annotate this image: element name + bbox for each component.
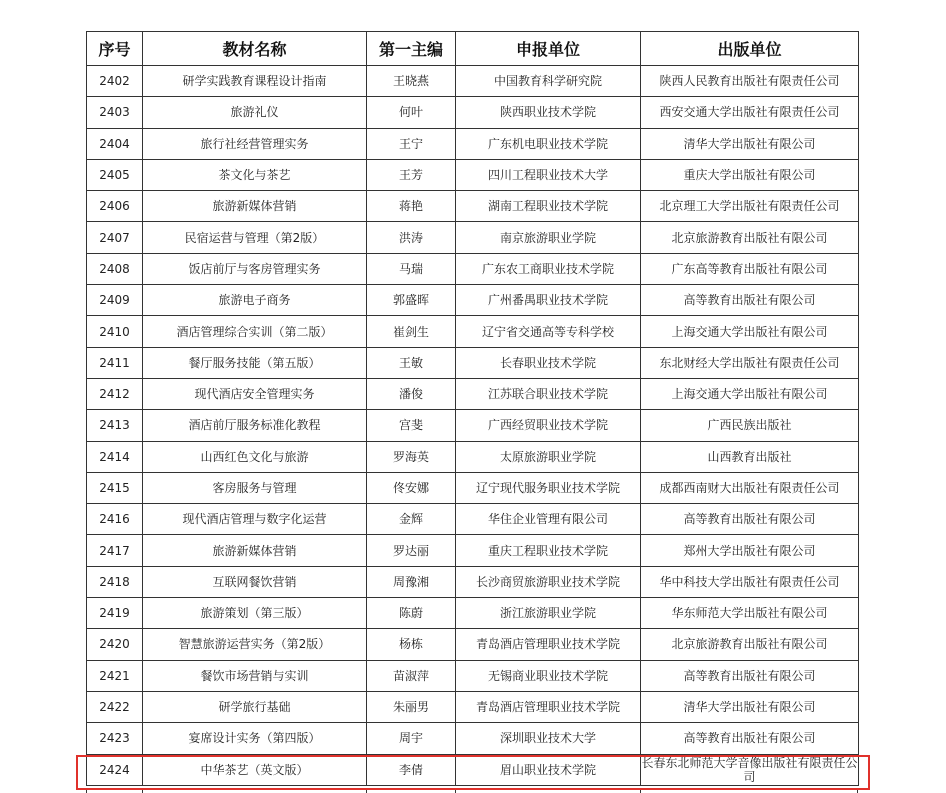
cell-serial: 2413 — [87, 410, 143, 441]
cell-applicant-unit: 辽宁省交通高等专科学校 — [456, 316, 641, 347]
table-row — [87, 66, 859, 97]
cell-publisher: 高等教育出版社有限公司 — [641, 504, 859, 535]
cell-textbook-name: 旅游策划（第三版） — [143, 598, 367, 629]
header-textbook-name: 教材名称 — [143, 32, 367, 66]
table-row — [87, 316, 859, 347]
cell-applicant-unit: 太原旅游职业学院 — [456, 441, 641, 472]
cell-textbook-name: 研学实践教育课程设计指南 — [143, 66, 367, 97]
table-row — [87, 253, 859, 284]
cell-chief-editor: 苗淑萍 — [367, 660, 456, 691]
cell-serial: 2410 — [87, 316, 143, 347]
header-publisher: 出版单位 — [641, 32, 859, 66]
cell-textbook-name: 旅行社经营管理实务 — [143, 128, 367, 159]
cell-chief-editor: 王晓燕 — [367, 66, 456, 97]
cell-chief-editor: 陈蔚 — [367, 598, 456, 629]
table-row — [87, 191, 859, 222]
cell-textbook-name: 旅游新媒体营销 — [143, 535, 367, 566]
cell-serial: 2408 — [87, 253, 143, 284]
cell-textbook-name: 旅游新媒体营销 — [143, 191, 367, 222]
table-row — [87, 504, 859, 535]
cell-textbook-name: 客房服务与管理 — [143, 472, 367, 503]
cell-textbook-name: 餐饮市场营销与实训 — [143, 660, 367, 691]
cell-publisher: 山西教育出版社 — [641, 441, 859, 472]
cell-chief-editor: 佟安娜 — [367, 472, 456, 503]
cell-publisher: 广西民族出版社 — [641, 410, 859, 441]
cell-applicant-unit: 深圳职业技术大学 — [456, 723, 641, 754]
next-row-partial — [86, 789, 858, 793]
table-header-row — [87, 32, 859, 66]
cell-chief-editor: 潘俊 — [367, 378, 456, 409]
cell-serial: 2409 — [87, 285, 143, 316]
cell-textbook-name: 酒店前厅服务标准化教程 — [143, 410, 367, 441]
cell-chief-editor: 杨栋 — [367, 629, 456, 660]
table-row — [87, 535, 859, 566]
cell-chief-editor: 罗海英 — [367, 441, 456, 472]
cell-publisher: 高等教育出版社有限公司 — [641, 285, 859, 316]
cell-textbook-name: 互联网餐饮营销 — [143, 566, 367, 597]
cell-publisher: 北京旅游教育出版社有限公司 — [641, 222, 859, 253]
cell-chief-editor: 蒋艳 — [367, 191, 456, 222]
textbook-table — [86, 31, 859, 786]
cell-publisher: 清华大学出版社有限公司 — [641, 691, 859, 722]
cell-textbook-name: 现代酒店安全管理实务 — [143, 378, 367, 409]
table-row — [87, 410, 859, 441]
cell-applicant-unit: 长春职业技术学院 — [456, 347, 641, 378]
cell-chief-editor: 金辉 — [367, 504, 456, 535]
cell-chief-editor: 崔剑生 — [367, 316, 456, 347]
cell-publisher: 陕西人民教育出版社有限责任公司 — [641, 66, 859, 97]
cell-applicant-unit: 浙江旅游职业学院 — [456, 598, 641, 629]
cell-textbook-name: 研学旅行基础 — [143, 691, 367, 722]
cell-applicant-unit: 广州番禺职业技术学院 — [456, 285, 641, 316]
table-row — [87, 629, 859, 660]
cell-applicant-unit: 中国教育科学研究院 — [456, 66, 641, 97]
table-row — [87, 347, 859, 378]
table-row — [87, 472, 859, 503]
cell-serial: 2403 — [87, 97, 143, 128]
header-serial: 序号 — [87, 32, 143, 66]
cell-publisher: 北京理工大学出版社有限责任公司 — [641, 191, 859, 222]
cell-serial: 2420 — [87, 629, 143, 660]
cell-chief-editor: 宫斐 — [367, 410, 456, 441]
cell-applicant-unit: 南京旅游职业学院 — [456, 222, 641, 253]
cell-applicant-unit: 广东机电职业技术学院 — [456, 128, 641, 159]
cell-applicant-unit: 青岛酒店管理职业技术学院 — [456, 629, 641, 660]
cell-applicant-unit: 陕西职业技术学院 — [456, 97, 641, 128]
cell-serial: 2419 — [87, 598, 143, 629]
cell-textbook-name: 现代酒店管理与数字化运营 — [143, 504, 367, 535]
cell-serial: 2416 — [87, 504, 143, 535]
cell-publisher: 成都西南财大出版社有限责任公司 — [641, 472, 859, 503]
cell-textbook-name: 宴席设计实务（第四版） — [143, 723, 367, 754]
cell-publisher: 东北财经大学出版社有限责任公司 — [641, 347, 859, 378]
cell-textbook-name: 中华茶艺（英文版） — [143, 754, 367, 785]
table-row — [87, 441, 859, 472]
cell-applicant-unit: 眉山职业技术学院 — [456, 754, 641, 785]
table-row — [87, 285, 859, 316]
cell-chief-editor: 周豫湘 — [367, 566, 456, 597]
cell-chief-editor: 何叶 — [367, 97, 456, 128]
table-row — [87, 660, 859, 691]
cell-textbook-name: 民宿运营与管理（第2版） — [143, 222, 367, 253]
cell-chief-editor: 周宇 — [367, 723, 456, 754]
cell-serial: 2404 — [87, 128, 143, 159]
cell-publisher: 重庆大学出版社有限公司 — [641, 159, 859, 190]
cell-publisher: 西安交通大学出版社有限责任公司 — [641, 97, 859, 128]
table-row — [87, 128, 859, 159]
cell-chief-editor: 朱丽男 — [367, 691, 456, 722]
cell-applicant-unit: 广西经贸职业技术学院 — [456, 410, 641, 441]
cell-publisher: 郑州大学出版社有限公司 — [641, 535, 859, 566]
cell-publisher: 北京旅游教育出版社有限公司 — [641, 629, 859, 660]
cell-serial: 2421 — [87, 660, 143, 691]
cell-serial: 2415 — [87, 472, 143, 503]
table-row — [87, 378, 859, 409]
cell-textbook-name: 旅游礼仪 — [143, 97, 367, 128]
cell-publisher: 上海交通大学出版社有限公司 — [641, 316, 859, 347]
cell-chief-editor: 王宁 — [367, 128, 456, 159]
cell-serial: 2406 — [87, 191, 143, 222]
cell-serial: 2424 — [87, 754, 143, 785]
cell-publisher: 广东高等教育出版社有限公司 — [641, 253, 859, 284]
cell-serial: 2414 — [87, 441, 143, 472]
cell-publisher: 华东师范大学出版社有限公司 — [641, 598, 859, 629]
cell-publisher: 长春东北师范大学音像出版社有限责任公司 — [641, 755, 858, 784]
table-body — [87, 66, 859, 786]
cell-applicant-unit: 辽宁现代服务职业技术学院 — [456, 472, 641, 503]
table-row — [87, 159, 859, 190]
cell-applicant-unit: 四川工程职业技术大学 — [456, 159, 641, 190]
cell-serial: 2417 — [87, 535, 143, 566]
cell-applicant-unit: 华住企业管理有限公司 — [456, 504, 641, 535]
table-row — [87, 754, 859, 785]
cell-applicant-unit: 无锡商业职业技术学院 — [456, 660, 641, 691]
cell-textbook-name: 山西红色文化与旅游 — [143, 441, 367, 472]
table-row — [87, 566, 859, 597]
table-row — [87, 598, 859, 629]
cell-applicant-unit: 重庆工程职业技术学院 — [456, 535, 641, 566]
cell-serial: 2422 — [87, 691, 143, 722]
table-row — [87, 222, 859, 253]
cell-publisher: 高等教育出版社有限公司 — [641, 723, 859, 754]
cell-applicant-unit: 青岛酒店管理职业技术学院 — [456, 691, 641, 722]
cell-serial: 2418 — [87, 566, 143, 597]
cell-textbook-name: 智慧旅游运营实务（第2版） — [143, 629, 367, 660]
header-chief-editor: 第一主编 — [367, 32, 456, 66]
cell-chief-editor: 洪涛 — [367, 222, 456, 253]
cell-textbook-name: 饭店前厅与客房管理实务 — [143, 253, 367, 284]
cell-applicant-unit: 江苏联合职业技术学院 — [456, 378, 641, 409]
cell-publisher: 高等教育出版社有限公司 — [641, 660, 859, 691]
cell-applicant-unit: 长沙商贸旅游职业技术学院 — [456, 566, 641, 597]
cell-chief-editor: 王芳 — [367, 159, 456, 190]
cell-publisher: 华中科技大学出版社有限责任公司 — [641, 566, 859, 597]
cell-textbook-name: 酒店管理综合实训（第二版） — [143, 316, 367, 347]
cell-applicant-unit: 湖南工程职业技术学院 — [456, 191, 641, 222]
cell-serial: 2407 — [87, 222, 143, 253]
cell-applicant-unit: 广东农工商职业技术学院 — [456, 253, 641, 284]
cell-serial: 2405 — [87, 159, 143, 190]
cell-serial: 2423 — [87, 723, 143, 754]
cell-chief-editor: 马瑞 — [367, 253, 456, 284]
cell-chief-editor: 王敏 — [367, 347, 456, 378]
table-row — [87, 97, 859, 128]
textbook-table-container — [86, 31, 858, 786]
cell-chief-editor: 罗达丽 — [367, 535, 456, 566]
cell-serial: 2402 — [87, 66, 143, 97]
cell-serial: 2412 — [87, 378, 143, 409]
header-applicant-unit: 申报单位 — [456, 32, 641, 66]
cell-serial: 2411 — [87, 347, 143, 378]
cell-chief-editor: 郭盛晖 — [367, 285, 456, 316]
cell-publisher: 上海交通大学出版社有限公司 — [641, 378, 859, 409]
cell-textbook-name: 餐厅服务技能（第五版） — [143, 347, 367, 378]
cell-chief-editor: 李倩 — [367, 754, 456, 785]
cell-publisher: 清华大学出版社有限公司 — [641, 128, 859, 159]
cell-textbook-name: 旅游电子商务 — [143, 285, 367, 316]
table-row — [87, 691, 859, 722]
table-row — [87, 723, 859, 754]
cell-textbook-name: 茶文化与茶艺 — [143, 159, 367, 190]
